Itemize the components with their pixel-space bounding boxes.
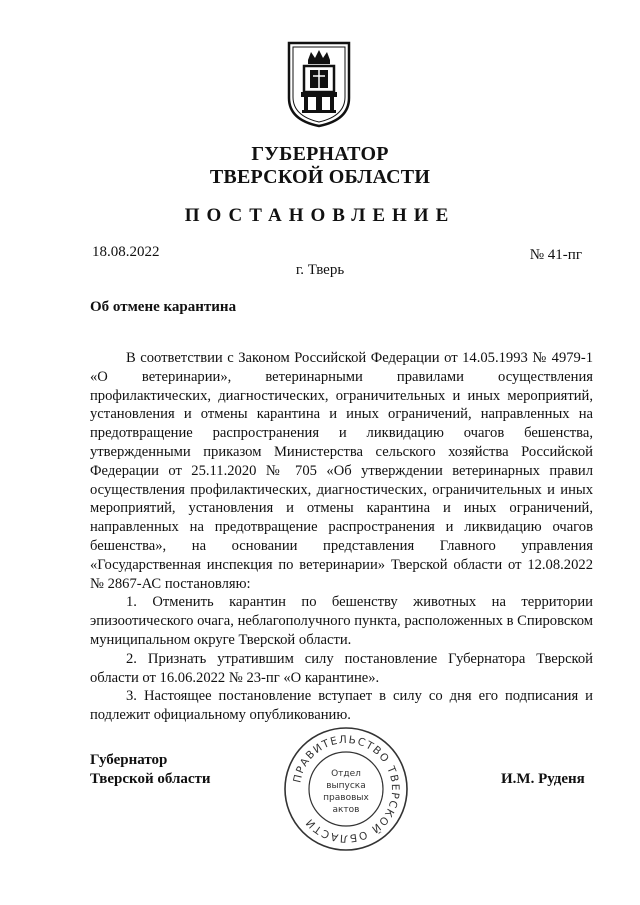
stamp-inner-line-4: актов [332, 805, 360, 815]
stamp-inner-line-2: выпуска [326, 781, 366, 791]
order-item-3: 3. Настоящее постановление вступает в силу со дня его подписания и подлежит официальному опубликованию. [90, 688, 593, 724]
issuer-title-line1: ГУБЕРНАТОР [251, 143, 389, 165]
stamp-ring-text: ПРАВИТЕЛЬСТВО ТВЕРСКОЙ ОБЛАСТИ [291, 733, 402, 845]
stamp-inner-line-1: Отдел [331, 769, 361, 779]
order-item-2: 2. Признать утратившим силу постановление Губернатора Тверской области от 16.06.2022 № 23-пг «О карантине». [90, 650, 593, 686]
document-type: ПОСТАНОВЛЕНИЕ [184, 205, 456, 226]
signatory-title-line2: Тверской области [90, 771, 211, 787]
document-date: 18.08.2022 [92, 244, 160, 260]
document-city: г. Тверь [295, 262, 345, 278]
preamble-paragraph: В соответствии с Законом Российской Федерации от 14.05.1993 № 4979-1 «О ветеринарии», ветеринарными правилами осуществления профилактических, диагностических, ограничительных и иных мероприятий, установления и отмены карантина и иных ограничений, направленных на предотвращение распространения и ликвидацию очагов бешенства, утвержденными приказом Министерства сельского хозяйства Российской Федерации от 25.11.2020 № 705 «Об утверждении ветеринарных правил осуществления профилактических, диагностических, ограничительных и иных мероприятий, установления и отмены карантина и иных ограничений, направленных на предотвращение распространения и ликвидацию очагов бешенства», на основании представления Главного управления «Государственная инспекция по ветеринарии» Тверской области от 12.08.2022 № 2867-АС постановляю: [90, 350, 593, 592]
document-body [90, 349, 593, 725]
official-stamp [282, 725, 410, 853]
document-subject: Об отмене карантина [90, 299, 237, 315]
signatory-title-line1: Губернатор [90, 752, 168, 768]
signatory-name: И.М. Руденя [501, 771, 585, 787]
document-number: № 41-пг [529, 247, 582, 263]
stamp-inner-line-3: правовых [323, 793, 369, 803]
issuer-title-line2: ТВЕРСКОЙ ОБЛАСТИ [209, 166, 431, 188]
coat-of-arms-icon [286, 40, 352, 128]
signatory-title [90, 751, 211, 789]
order-item-1: 1. Отменить карантин по бешенству животных на территории эпизоотического очага, неблагополучного пункта, расположенных в Спировском муниципальном округе Тверской области. [90, 594, 593, 648]
